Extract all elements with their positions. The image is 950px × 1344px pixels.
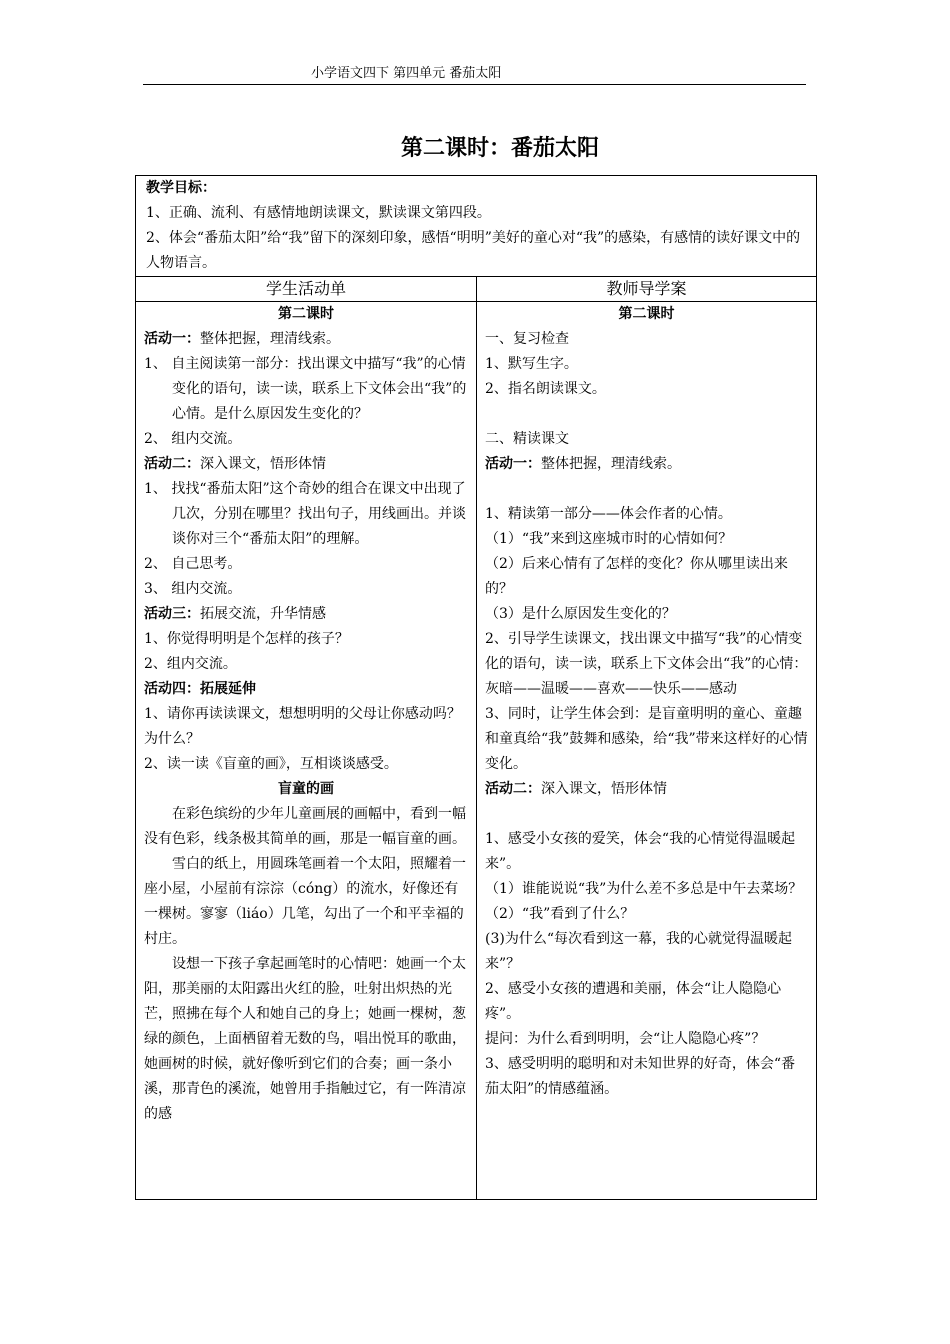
list-item: （1）谁能说说“我”为什么差不多总是中午去菜场？ — [485, 881, 803, 897]
student-activity-3: 活动三：拓展交流，升华情感 — [144, 606, 326, 622]
list-item: 2、 自己思考。 — [144, 556, 242, 572]
goals-label: 教学目标： — [146, 180, 216, 196]
story-paragraph: 在彩色缤纷的少年儿童画展的画幅中，看到一幅没有色彩，线条极其简单的画，那是一幅盲童的画。 — [144, 806, 466, 847]
student-session: 第二课时 — [278, 306, 334, 322]
goal-item: 1、正确、流利、有感情地朗读课文，默读课文第四段。 — [146, 205, 491, 221]
teacher-activity-1: 活动一：整体把握，理清线索。 — [485, 456, 681, 472]
list-item: 1、 找找“番茄太阳”这个奇妙的组合在课文中出现了几次，分别在哪里？找出句子，用线画出。并谈谈你对三个“番茄太阳”的理解。 — [144, 481, 466, 547]
list-item: 2、指名朗读课文。 — [485, 381, 606, 397]
list-item: 一、复习检查 — [485, 331, 569, 347]
story-paragraph: 设想一下孩子拿起画笔时的心情吧：她画一个太阳，那美丽的太阳露出火红的脸，吐射出炽热的光芒，照拂在每个人和她自己的身上；她画一棵树，葱绿的颜色，上面栖留着无数的鸟，唱出悦耳的歌曲，她画树的时候，就好像听到它们的合奏；画一条小溪，那青色的溪流，她曾用手指触过它，有一阵清凉的感 — [144, 956, 466, 1122]
list-item: 1、请你再读读课文，想想明明的父母让你感动吗？为什么？ — [144, 706, 461, 747]
goals-cell — [136, 176, 817, 277]
story-paragraph: 雪白的纸上，用圆珠笔画着一个太阳，照耀着一座小屋，小屋前有淙淙（cóng）的流水，好像还有一棵树。寥寥（liáo）几笔，勾出了一个和平幸福的村庄。 — [144, 856, 466, 947]
list-item: 1、精读第一部分——体会作者的心情。 — [485, 506, 732, 522]
list-item: 2、 组内交流。 — [144, 431, 242, 447]
list-item: 2、引导学生读课文，找出课文中描写“我”的心情变化的语句，读一读，联系上下文体会出“我”的心情： 灰暗——温暖——喜欢——快乐——感动 — [485, 631, 808, 697]
teacher-section-2: 二、精读课文 — [485, 431, 569, 447]
lesson-table — [135, 175, 817, 1200]
goal-item: 2、体会“番茄太阳”给“我”留下的深刻印象，感悟“明明”美好的童心对“我”的感染，有感情的读好课文中的人物语言。 — [146, 230, 801, 271]
list-item: （2）后来心情有了怎样的变化？你从哪里读出来 — [485, 556, 788, 572]
list-item: 1、感受小女孩的爱笑，体会“我的心情觉得温暖起来”。 — [485, 831, 796, 872]
teacher-activity-2: 活动二：深入课文，悟形体情 — [485, 781, 667, 797]
list-item: 2、读一读《盲童的画》，互相谈谈感受。 — [144, 756, 398, 772]
list-item: 的？ — [485, 581, 513, 597]
student-activity-2: 活动二：深入课文，悟形体情 — [144, 456, 326, 472]
list-item: （2）“我”看到了什么？ — [485, 906, 635, 922]
page-title: 第二课时：番茄太阳 — [400, 136, 599, 161]
header-text: 小学语文四下 第四单元 番茄太阳 — [311, 66, 502, 81]
list-item: （3）是什么原因发生变化的？ — [485, 606, 676, 622]
teacher-cell — [477, 302, 817, 1200]
list-item: 2、感受小女孩的遭遇和美丽，体会“让人隐隐心疼”。 — [485, 981, 782, 1022]
list-item: 1、默写生字。 — [485, 356, 578, 372]
list-item: 提问：为什么看到明明，会“让人隐隐心疼”？ — [485, 1031, 766, 1047]
list-item: （1）“我”来到这座城市时的心情如何？ — [485, 531, 733, 547]
student-activity-1: 活动一：整体把握，理清线索。 — [144, 331, 340, 347]
list-item: 3、感受明明的聪明和对未知世界的好奇，体会“番茄太阳”的情感蕴涵。 — [485, 1056, 796, 1097]
page-header — [143, 64, 806, 85]
list-item: 3、 组内交流。 — [144, 581, 242, 597]
list-item: 1、你觉得明明是个怎样的孩子？ — [144, 631, 349, 647]
list-item: 2、组内交流。 — [144, 656, 237, 672]
student-cell — [136, 302, 477, 1200]
student-activity-4: 活动四：拓展延伸 — [144, 681, 256, 697]
teacher-session: 第二课时 — [618, 306, 675, 322]
story-title: 盲童的画 — [278, 781, 334, 797]
list-item: 3、同时，让学生体会到：是盲童明明的童心、童趣和童真给“我”鼓舞和感染，给“我”带来这样好的心情变化。 — [485, 706, 808, 772]
list-item: (3)为什么“每次看到这一幕，我的心就觉得温暖起来”？ — [485, 931, 792, 972]
student-column-header: 学生活动单 — [136, 277, 477, 302]
list-item: 1、 自主阅读第一部分：找出课文中描写“我”的心情变化的语句，读一读，联系上下文体会出“我”的心情。是什么原因发生变化的？ — [144, 356, 467, 422]
teacher-column-header: 教师导学案 — [477, 277, 817, 302]
